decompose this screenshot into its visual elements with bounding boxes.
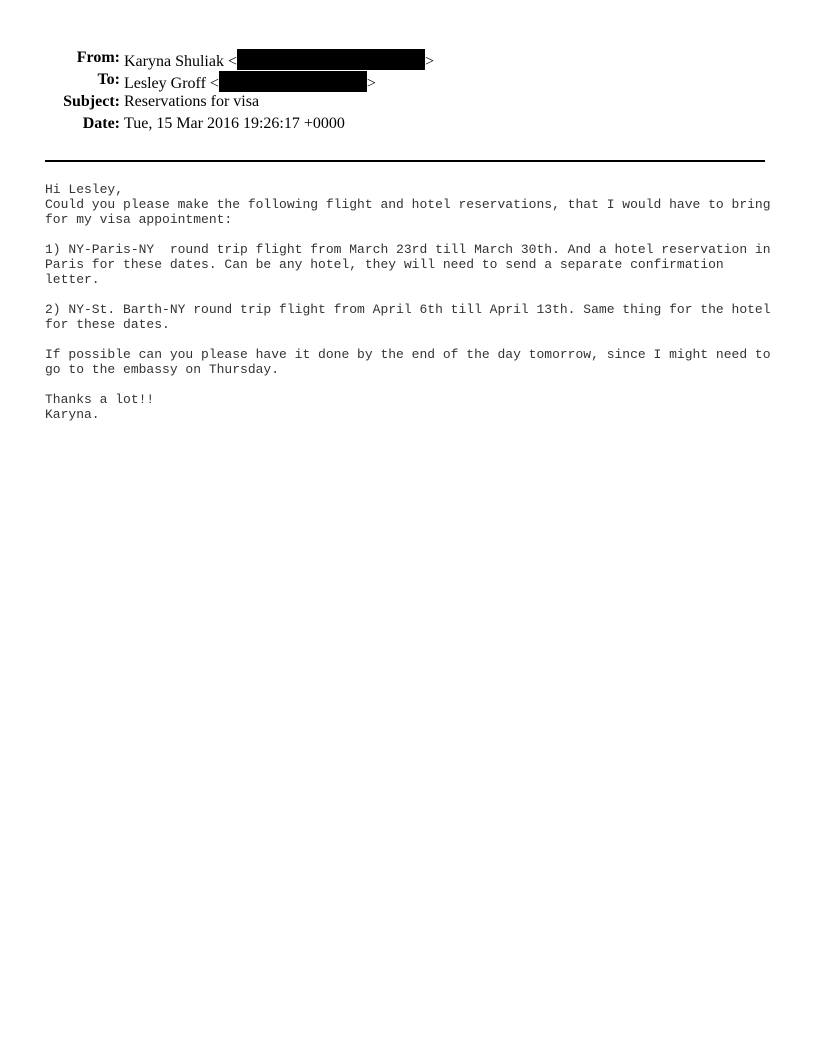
paragraph-gap bbox=[45, 332, 785, 347]
date-row bbox=[0, 115, 816, 137]
subject-row bbox=[0, 93, 816, 115]
paragraph-gap bbox=[45, 227, 785, 242]
intro-paragraph: Could you please make the following flight and hotel reservations, that I would have to bring for my visa appointment: bbox=[45, 197, 771, 227]
from-row bbox=[0, 49, 816, 71]
thanks-line: Thanks a lot!! bbox=[45, 392, 155, 407]
paragraph-gap bbox=[45, 377, 785, 392]
redacted-email-block bbox=[237, 49, 425, 70]
date-label: Date: bbox=[82, 115, 120, 132]
request-paragraph: If possible can you please have it done by the end of the day tomorrow, since I might need to go to the embassy on Thursday. bbox=[45, 347, 771, 377]
redacted-email-block bbox=[219, 71, 367, 92]
from-close: > bbox=[425, 53, 435, 70]
from-name: Karyna Shuliak < bbox=[124, 53, 237, 70]
signature: Karyna. bbox=[45, 407, 100, 422]
subject-label: Subject: bbox=[63, 93, 120, 110]
item-1-paragraph: 1) NY-Paris-NY round trip flight from March 23rd till March 30th. And a hotel reservation in Paris for these dates. Can be any hotel, they will need to send a separate confirmation letter. bbox=[45, 242, 771, 287]
from-label: From: bbox=[76, 49, 120, 66]
item-2-paragraph: 2) NY-St. Barth-NY round trip flight from April 6th till April 13th. Same thing for the hotel for these dates. bbox=[45, 302, 771, 332]
date-value: Tue, 15 Mar 2016 19:26:17 +0000 bbox=[124, 115, 345, 132]
to-close: > bbox=[366, 75, 376, 92]
email-body bbox=[45, 182, 785, 422]
header-divider bbox=[45, 160, 765, 162]
from-value bbox=[124, 49, 434, 71]
to-name: Lesley Groff < bbox=[124, 75, 219, 92]
greeting: Hi Lesley, bbox=[45, 182, 124, 197]
to-label: To: bbox=[97, 71, 120, 88]
paragraph-gap bbox=[45, 287, 785, 302]
email-header bbox=[0, 49, 816, 137]
to-row bbox=[0, 71, 816, 93]
subject-value: Reservations for visa bbox=[124, 93, 260, 110]
to-value bbox=[124, 71, 376, 93]
